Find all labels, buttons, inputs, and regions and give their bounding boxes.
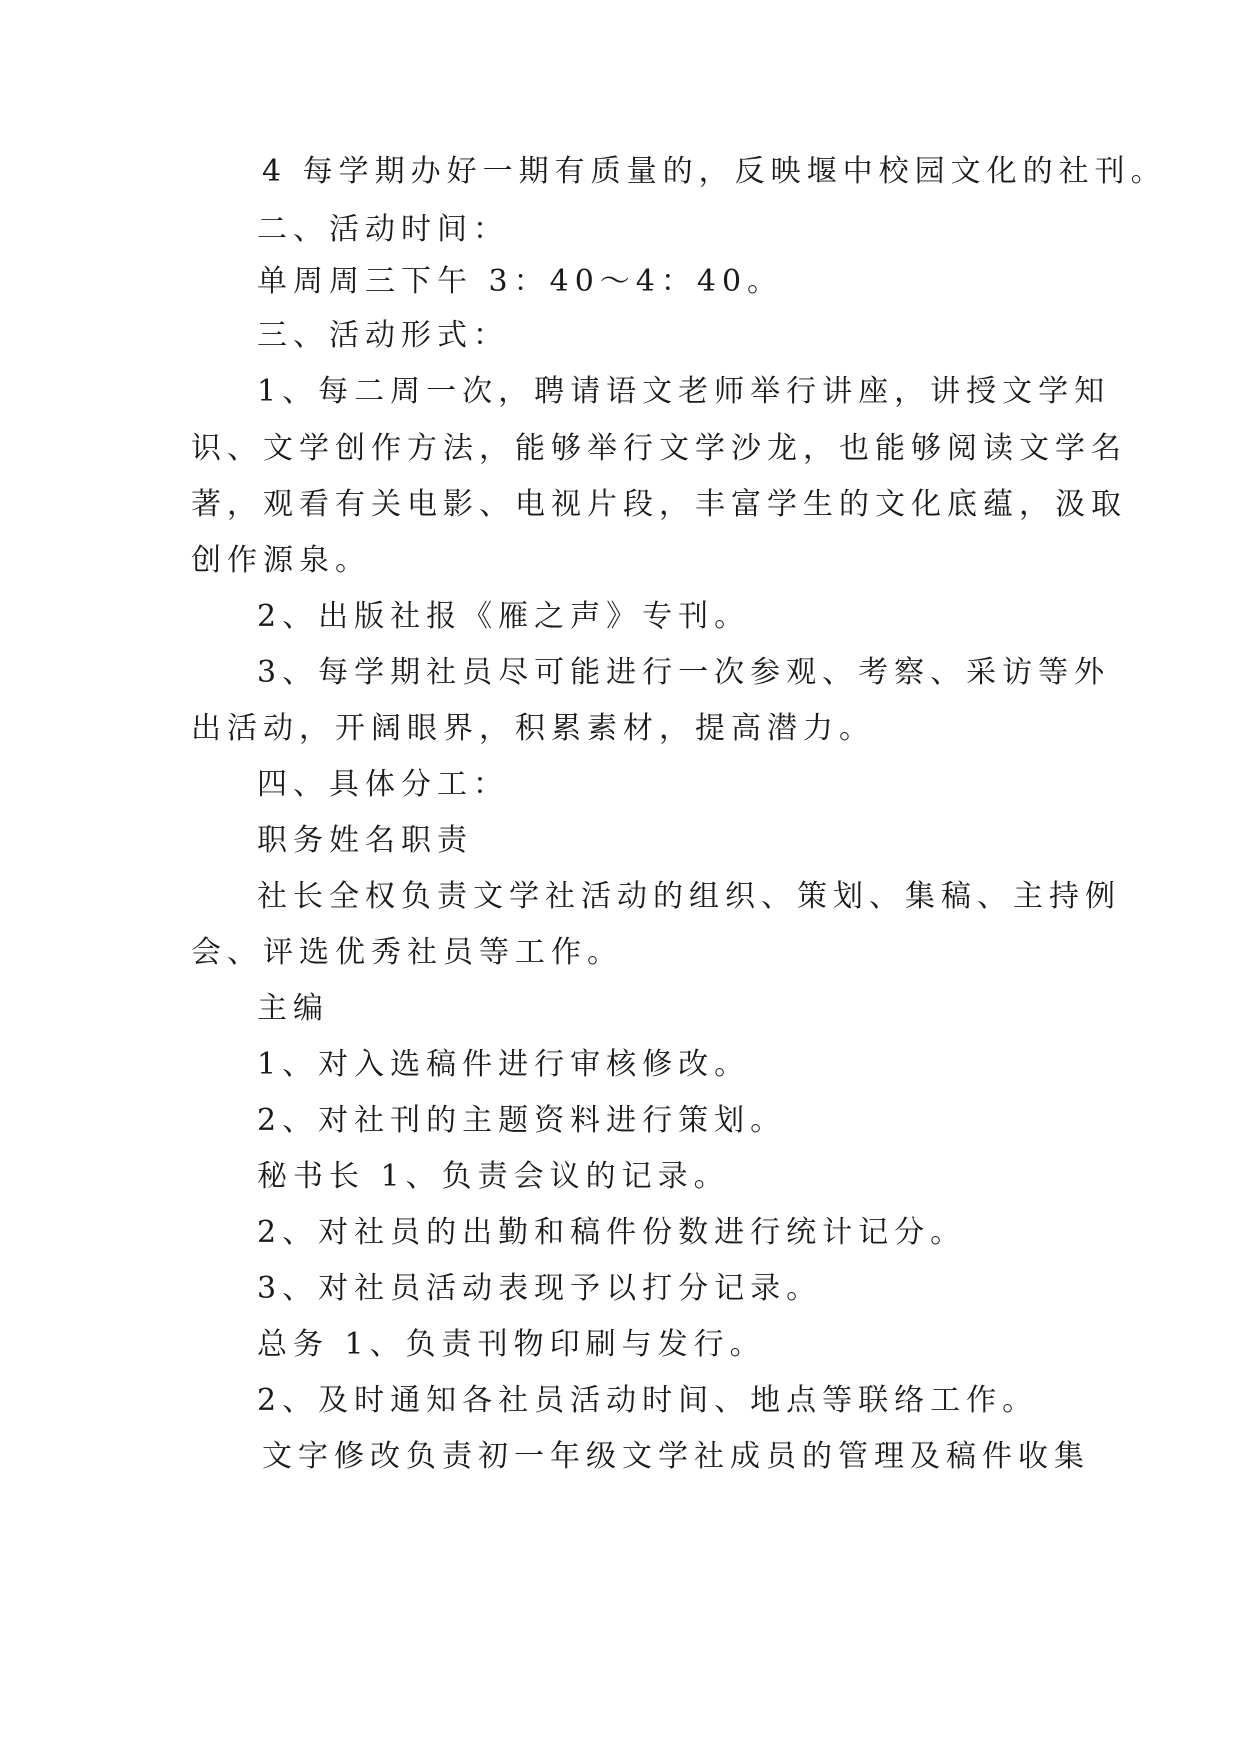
paragraph-line: 1、对入选稿件进行审核修改。	[257, 1047, 751, 1082]
paragraph-line: 职务姓名职责	[257, 823, 473, 858]
paragraph-line: 4 每学期办好一期有质量的，反映堰中校园文化的社刊。	[262, 154, 1167, 189]
paragraph-line: 秘书长 1、负责会议的记录。	[257, 1159, 730, 1194]
paragraph-line: 2、对社刊的主题资料进行策划。	[257, 1103, 787, 1138]
paragraph-line: 会、评选优秀社员等工作。	[191, 935, 623, 970]
paragraph-line: 2、及时通知各社员活动时间、地点等联络工作。	[257, 1383, 1039, 1418]
paragraph-line: 总务 1、负责刊物印刷与发行。	[257, 1327, 766, 1362]
paragraph-line: 主编	[257, 991, 329, 1026]
paragraph-line: 出活动，开阔眼界，积累素材，提高潜力。	[191, 711, 875, 746]
paragraph-line: 著，观看有关电影、电视片段，丰富学生的文化底蕴，汲取	[191, 487, 1127, 522]
paragraph-line: 1、每二周一次，聘请语文老师举行讲座，讲授文学知	[257, 374, 1111, 409]
paragraph-line: 2、出版社报《雁之声》专刊。	[257, 599, 751, 634]
paragraph-line: 2、对社员的出勤和稿件份数进行统计记分。	[257, 1215, 967, 1250]
paragraph-line: 创作源泉。	[191, 543, 371, 578]
section-heading: 四、具体分工：	[257, 767, 509, 802]
section-heading: 三、活动形式：	[257, 318, 509, 353]
paragraph-line: 社长全权负责文学社活动的组织、策划、集稿、主持例	[257, 879, 1121, 914]
paragraph-line: 3、每学期社员尽可能进行一次参观、考察、采访等外	[257, 655, 1111, 690]
paragraph-line: 单周周三下午 3：40～4：40。	[257, 264, 784, 299]
section-heading: 二、活动时间：	[257, 212, 509, 247]
paragraph-line: 文字修改负责初一年级文学社成员的管理及稿件收集	[262, 1439, 1090, 1474]
paragraph-line: 识、文学创作方法，能够举行文学沙龙，也能够阅读文学名	[191, 431, 1127, 466]
paragraph-line: 3、对社员活动表现予以打分记录。	[257, 1271, 823, 1306]
